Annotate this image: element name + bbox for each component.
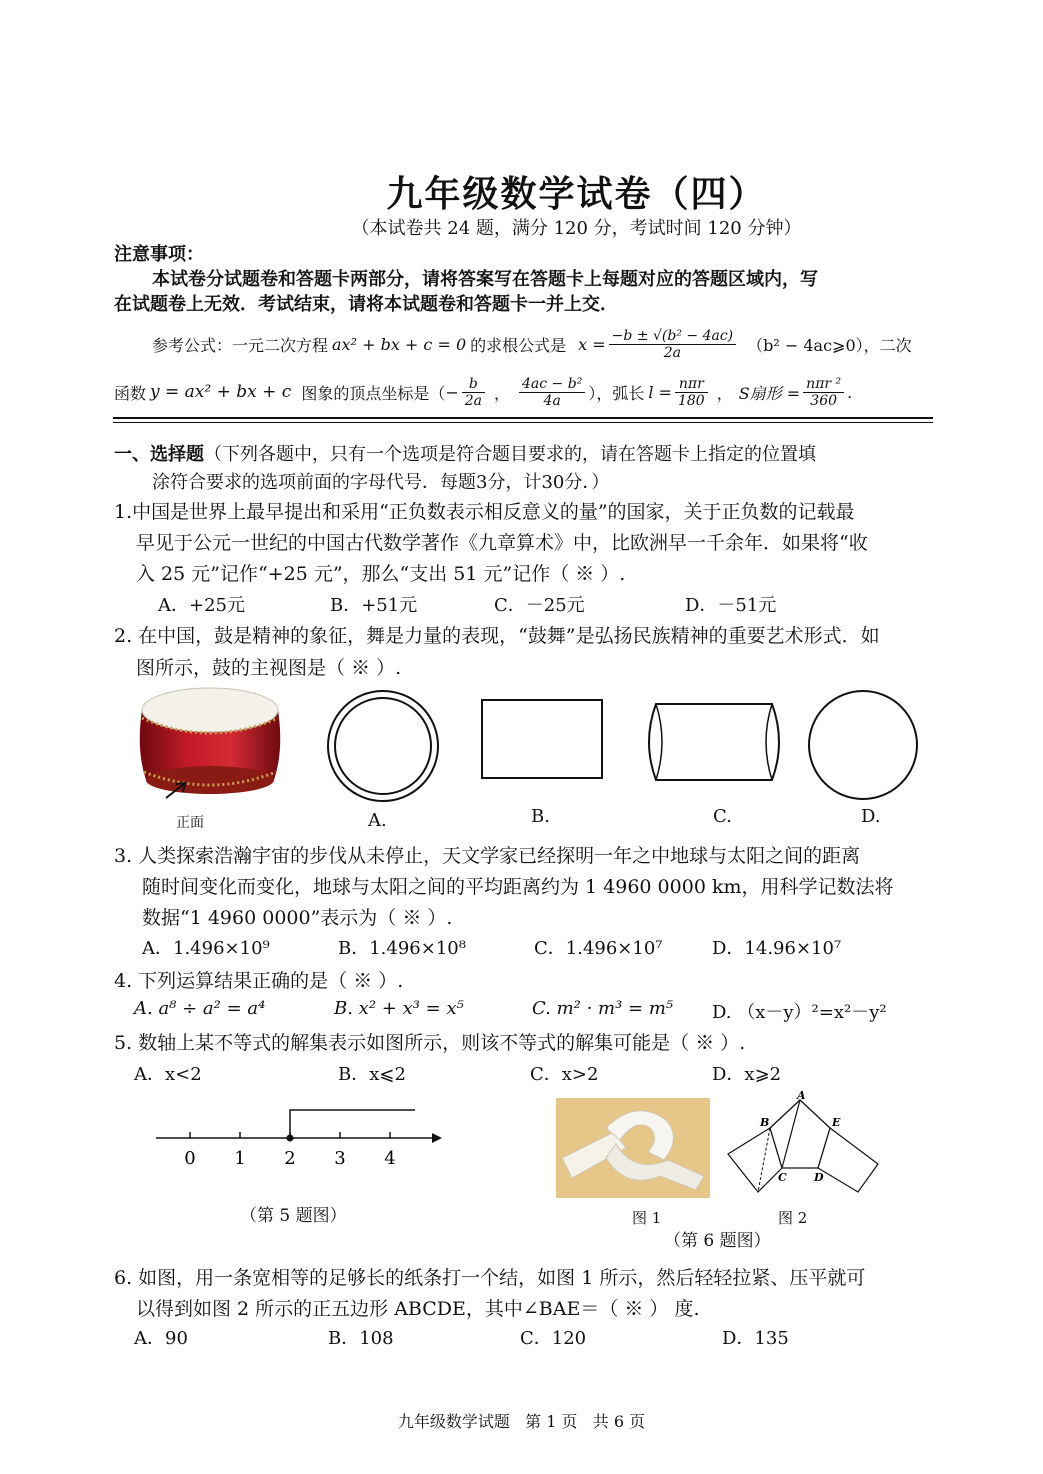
q6-option-d: D．135 xyxy=(722,1328,789,1349)
header-rule-thin xyxy=(113,422,933,423)
q2-figure-c xyxy=(644,700,784,784)
q5-option-a: A．x<2 xyxy=(134,1064,202,1085)
vertex-label: D xyxy=(814,1171,824,1184)
discriminant-condition: （b² − 4ac⩾0），二次 xyxy=(747,335,912,355)
pentagon-figure xyxy=(724,1088,884,1198)
quadratic-equation: ax² + bx + c = 0 xyxy=(332,334,467,354)
tick-label: 0 xyxy=(184,1148,196,1169)
axis-arrow xyxy=(432,1133,442,1143)
q6-option-c: C．120 xyxy=(520,1328,587,1349)
vertex-y-den: 4a xyxy=(543,392,561,409)
sector-lhs: S扇形 = xyxy=(738,383,801,403)
arc-lhs: l = xyxy=(648,382,672,402)
q3-line3: 数据“1 4960 0000”表示为（ ※ ）. xyxy=(142,907,453,929)
q5-line1: 5. 数轴上某不等式的解集表示如图所示，则该不等式的解集可能是（ ※ ）. xyxy=(114,1032,746,1054)
formula-line1 xyxy=(152,322,912,366)
q2-figure-b xyxy=(480,698,606,782)
q4-option-c: C. m² · m³ = m⁵ xyxy=(532,998,674,1019)
exam-info: （本试卷共 24 题，满分 120 分，考试时间 120 分钟） xyxy=(351,218,802,239)
q4-option-a: A. a⁸ ÷ a² = a⁴ xyxy=(134,998,266,1019)
quadratic-function: y = ax² + bx + c xyxy=(150,382,292,402)
drum-picture xyxy=(130,680,290,815)
vertex-y-fraction xyxy=(519,376,585,409)
vertex-label: C xyxy=(778,1171,787,1184)
q1-option-d: D．－51元 xyxy=(685,595,777,616)
q3-option-b: B．1.496×10⁸ xyxy=(338,938,466,959)
q3-option-d: D．14.96×10⁷ xyxy=(712,938,842,959)
notice-line1: 本试卷分试题卷和答题卡两部分，请将答案写在答题卡上每题对应的答题区域内，写 xyxy=(152,269,818,290)
q3-option-a: A．1.496×10⁹ xyxy=(142,938,270,959)
formula-line2-prefix: 函数 xyxy=(114,383,147,403)
notice-line2: 在试题卷上无效．考试结束，请将本试题卷和答题卡一并上交． xyxy=(114,294,618,315)
arc-fraction xyxy=(675,376,708,409)
q1-line2: 早见于公元一世纪的中国古代数学著作《九章算术》中，比欧洲早一千余年．如果将“收 xyxy=(136,532,868,554)
q6-line1: 6. 如图，用一条宽相等的足够长的纸条打一个结，如图 1 所示，然后轻轻拉紧、压平就可 xyxy=(114,1267,866,1289)
vertex-x-den: 2a xyxy=(464,392,482,409)
q6-option-b: B．108 xyxy=(328,1328,394,1349)
q2-label-b: B. xyxy=(531,806,550,827)
solution-ray xyxy=(290,1110,415,1138)
q5-option-b: B．x⩽2 xyxy=(338,1064,406,1085)
formula-prefix: 参考公式：一元二次方程 xyxy=(152,335,329,355)
tick-label: 4 xyxy=(384,1148,396,1169)
sector-den: 360 xyxy=(810,392,838,409)
q1-option-a: A．+25元 xyxy=(158,595,245,616)
drum-front-label: 正面 xyxy=(176,815,204,831)
q2-figure-d xyxy=(806,688,920,802)
vertex-label: E xyxy=(832,1116,841,1129)
q2-line2: 图所示，鼓的主视图是（ ※ ）. xyxy=(136,657,402,679)
section1-heading: 一、选择题 xyxy=(114,444,204,465)
formula-mid: 的求根公式是 xyxy=(470,335,567,355)
sector-fraction xyxy=(803,376,844,409)
knot-photo xyxy=(556,1098,710,1198)
number-line-figure xyxy=(150,1100,450,1172)
vertex-label: A xyxy=(797,1089,806,1102)
vertex-label: B xyxy=(760,1116,770,1129)
q4-option-b: B. x² + x³ = x⁵ xyxy=(334,998,464,1019)
fig2-label: 图 2 xyxy=(778,1209,808,1227)
q3-option-c: C．1.496×10⁷ xyxy=(534,938,663,959)
root-numerator: −b ± √(b² − 4ac) xyxy=(609,328,736,345)
q6-line2: 以得到如图 2 所示的正五边形 ABCDE，其中∠BAE＝（ ※ ） 度. xyxy=(136,1298,700,1320)
formula-line2: 函数 y = ax² + bx + c 图象的顶点坐标是（ − $\frac{b}{2a}$ ， $\frac{\text{4ac − b²}}{4a}$ ），弧长 l = $\frac{\text{nπr}}{180}$ ， S扇形 = $\frac{\text{nπr ²}}{360}$ . xyxy=(114,375,853,409)
tick-label: 1 xyxy=(234,1148,246,1169)
section1-line1 xyxy=(114,440,816,466)
q2-label-a: A. xyxy=(368,810,387,831)
vertex-text: 图象的顶点坐标是（ xyxy=(301,383,446,403)
section1-desc2: 涂符合要求的选项前面的字母代号．每题3分，计30分．） xyxy=(152,472,610,493)
q5-figure-caption: （第 5 题图） xyxy=(240,1206,347,1226)
solution-endpoint xyxy=(287,1135,294,1142)
sector-num: nπr ² xyxy=(803,376,844,393)
header-rule-thick xyxy=(113,417,933,419)
arc-den: 180 xyxy=(677,392,705,409)
q6-figure-caption: （第 6 题图） xyxy=(664,1231,771,1251)
root-lhs: x = xyxy=(578,334,606,354)
q1-line3: 入 25 元”记作“+25 元”，那么“支出 51 元”记作（ ※ ）. xyxy=(136,563,626,585)
root-denominator: 2a xyxy=(663,344,682,361)
fig1-label: 图 1 xyxy=(632,1209,662,1227)
q6-option-a: A．90 xyxy=(134,1328,188,1349)
tick-label: 3 xyxy=(334,1148,346,1169)
notice-heading: 注意事项： xyxy=(114,244,204,265)
q4-line1: 4. 下列运算结果正确的是（ ※ ）. xyxy=(114,970,404,992)
q4-option-d: D. （x－y）²=x²－y² xyxy=(712,1002,887,1023)
q3-line2: 随时间变化而变化，地球与太阳之间的平均距离约为 1 4960 0000 km，用科学记数法将 xyxy=(142,876,894,898)
tick-label: 2 xyxy=(284,1148,296,1169)
q5-option-d: D．x⩾2 xyxy=(712,1064,782,1085)
root-fraction xyxy=(609,328,736,361)
vertex-x-num: b xyxy=(462,376,485,393)
arc-text: ），弧长 xyxy=(588,383,645,403)
q2-label-d: D. xyxy=(861,806,881,827)
q2-line1: 2. 在中国，鼓是精神的象征，舞是力量的表现，“鼓舞”是弘扬民族精神的重要艺术形式．如 xyxy=(114,625,880,647)
q1-option-c: C．－25元 xyxy=(494,595,585,616)
q1-option-b: B．+51元 xyxy=(330,595,418,616)
page-title: 九年级数学试卷（四） xyxy=(386,174,767,215)
pentagon-abcde xyxy=(770,1100,830,1168)
q2-figure-a xyxy=(325,688,441,804)
q2-label-c: C. xyxy=(713,806,732,827)
vertex-x-fraction xyxy=(462,376,485,409)
arc-num: nπr xyxy=(675,376,708,393)
q3-line1: 3. 人类探索浩瀚宇宙的步伐从未停止，天文学家已经探明一年之中地球与太阳之间的距离 xyxy=(114,845,861,867)
page-footer: 九年级数学试题 第 1 页 共 6 页 xyxy=(397,1412,646,1431)
q1-line1: 1.中国是世界上最早提出和采用“正负数表示相反意义的量”的国家，关于正负数的记载最 xyxy=(114,501,855,523)
q5-option-c: C．x>2 xyxy=(530,1064,599,1085)
vertex-y-num: 4ac − b² xyxy=(519,376,585,393)
section1-desc1: （下列各题中，只有一个选项是符合题目要求的，请在答题卡上指定的位置填 xyxy=(204,444,816,465)
